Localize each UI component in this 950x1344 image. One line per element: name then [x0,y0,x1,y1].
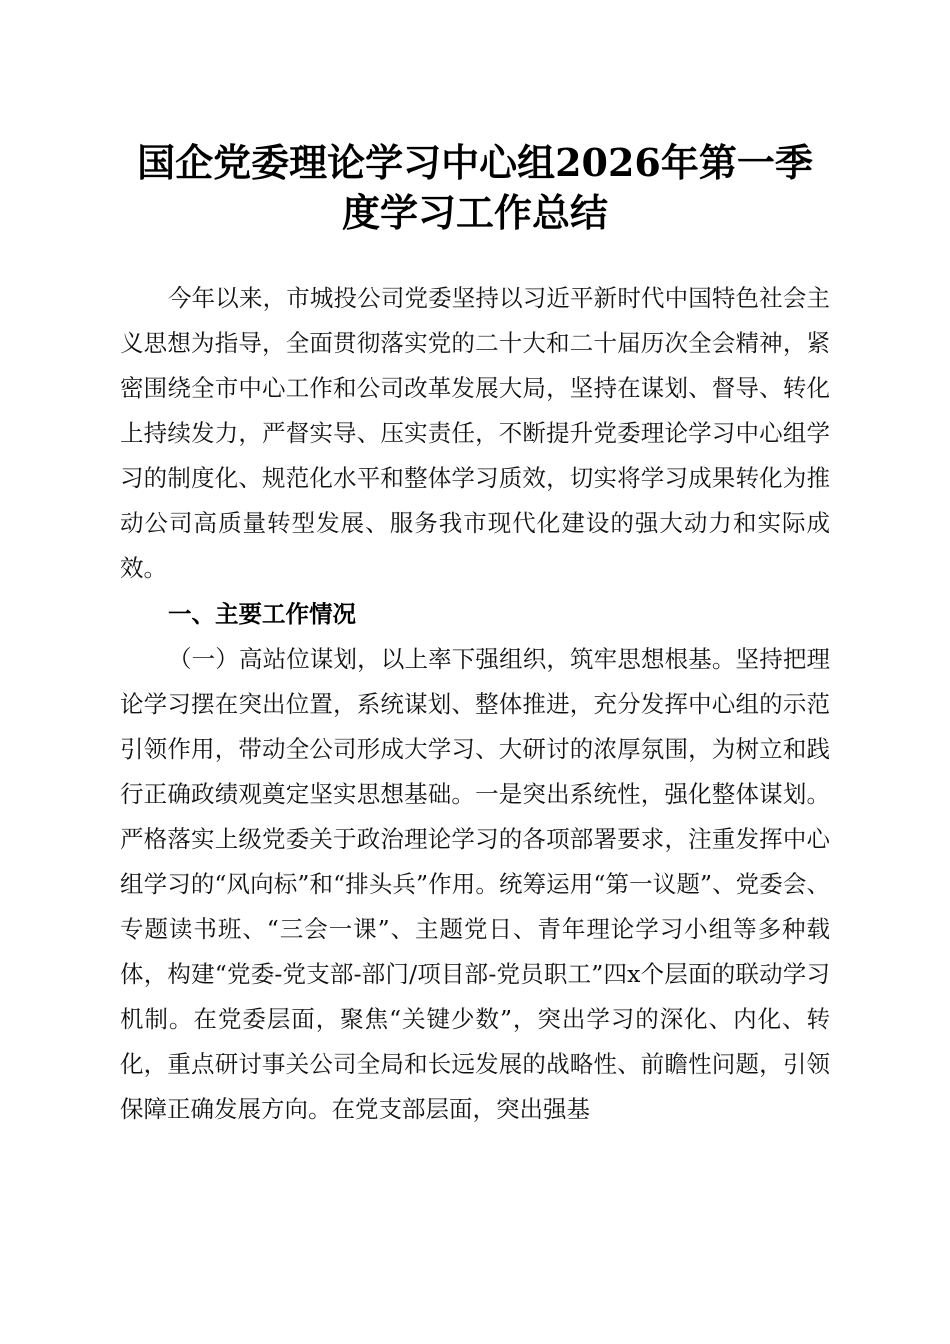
section-1-paragraph: （一）高站位谋划，以上率下强组织，筑牢思想根基。坚持把理论学习摆在突出位置，系统谋划、整体推进，充分发挥中心组的示范引领作用，带动全公司形成大学习、大研讨的浓厚氛围，为树立和践行正确政绩观奠定坚实思想基础。一是突出系统性，强化整体谋划。严格落实上级党委关于政治理论学习的各项部署要求，注重发挥中心组学习的“风向标”和“排头兵”作用。统筹运用“第一议题”、党委会、专题读书班、“三会一课”、主题党日、青年理论学习小组等多种载体，构建“党委-党支部-部门/项目部-党员职工”四x个层面的联动学习机制。在党委层面，聚焦“关键少数”，突出学习的深化、内化、转化，重点研讨事关公司全局和长远发展的战略性、前瞻性问题，引领保障正确发展方向。在党支部层面，突出强基 [120,645,830,1123]
section-heading: 一、主要工作情况 [168,600,356,628]
document-title: 国企党委理论学习中心组2026年第一季度学习工作总结 [137,140,813,235]
intro-paragraph: 今年以来，市城投公司党委坚持以习近平新时代中国特色社会主义思想为指导，全面贯彻落实党的二十大和二十届历次全会精神，紧密围绕全市中心工作和公司改革发展大局，坚持在谋划、督导、转化上持续发力，严督实导、压实责任，不断提升党委理论学习中心组学习的制度化、规范化水平和整体学习质效，切实将学习成果转化为推动公司高质量转型发展、服务我市现代化建设的强大动力和实际成效。 [120,284,830,582]
